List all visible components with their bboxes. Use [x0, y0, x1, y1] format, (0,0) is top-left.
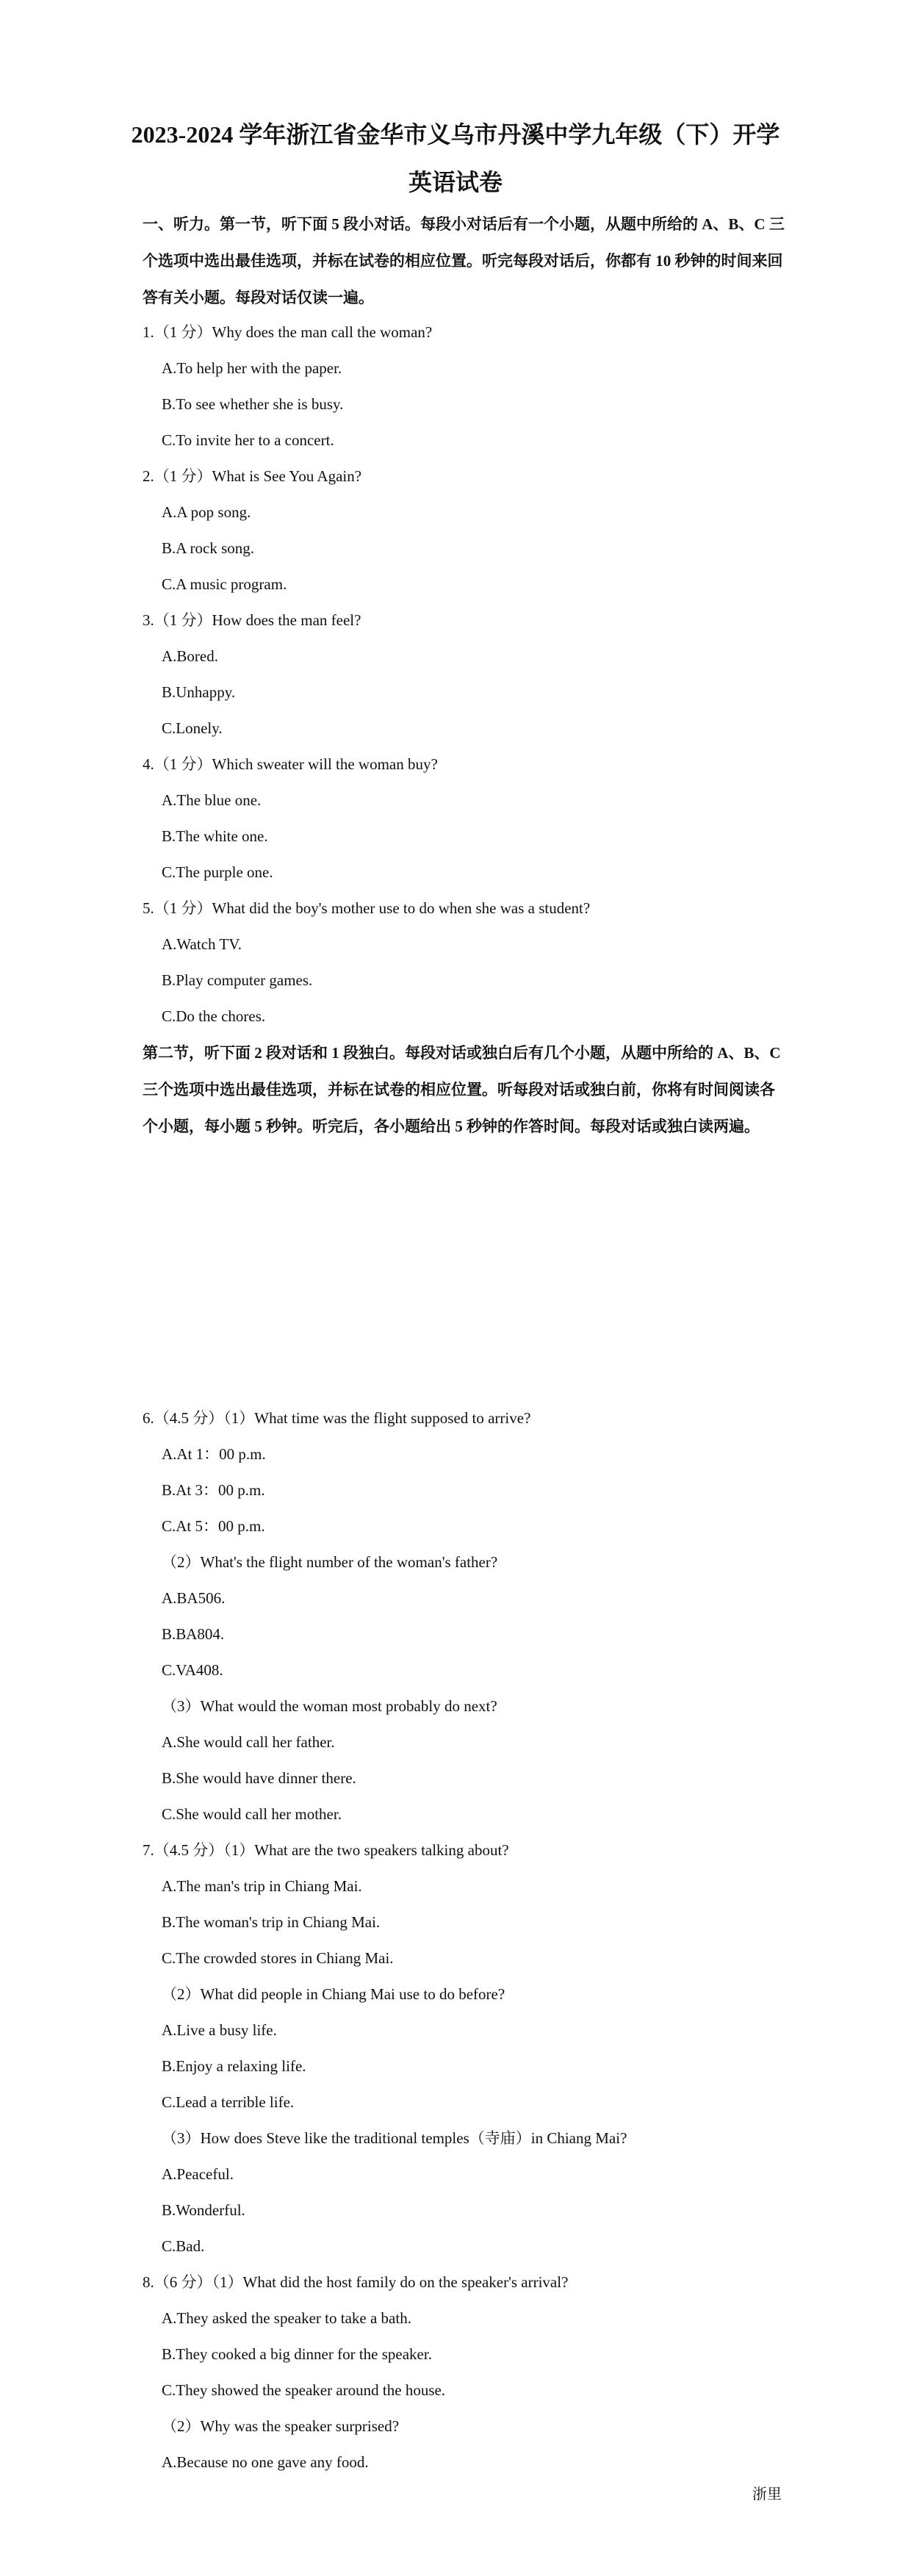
question-stem: 3.（1 分）How does the man feel?: [143, 611, 361, 629]
option-a: A.She would call her father.: [162, 1733, 335, 1751]
sub-question-stem: （2）What did people in Chiang Mai use to do before?: [162, 1985, 505, 2003]
option-b: B.The woman's trip in Chiang Mai.: [162, 1913, 381, 1931]
option-c: C.They showed the speaker around the house.: [162, 2381, 446, 2399]
option-c: C.She would call her mother.: [162, 1805, 342, 1823]
option-c: C.Do the chores.: [162, 1007, 266, 1025]
option-c: C.A music program.: [162, 575, 287, 593]
option-b: B.Play computer games.: [162, 971, 313, 989]
option-b: B.BA804.: [162, 1625, 225, 1643]
option-a: A.The man's trip in Chiang Mai.: [162, 1877, 362, 1895]
option-b: B.Wonderful.: [162, 2201, 245, 2219]
option-a: A.At 1：00 p.m.: [162, 1445, 266, 1463]
question-stem: 4.（1 分）Which sweater will the woman buy?: [143, 755, 438, 773]
page-footer: 浙里: [752, 2486, 782, 2503]
question-stem: 7.（4.5 分）（1）What are the two speakers talking about?: [143, 1841, 509, 1859]
option-c: C.To invite her to a concert.: [162, 431, 334, 449]
option-c: C.The crowded stores in Chiang Mai.: [162, 1949, 394, 1967]
option-c: C.Lead a terrible life.: [162, 2093, 295, 2111]
sub-question-stem: （3）How does Steve like the traditional temples（寺庙）in Chiang Mai?: [162, 2129, 627, 2147]
question-stem: 2.（1 分）What is See You Again?: [143, 467, 362, 485]
option-b: B.Unhappy.: [162, 683, 236, 701]
option-a: A.Because no one gave any food.: [162, 2453, 369, 2471]
option-a: A.The blue one.: [162, 791, 262, 809]
question-stem: 5.（1 分）What did the boy's mother use to do when she was a student?: [143, 899, 591, 917]
option-c: C.Lonely.: [162, 719, 223, 737]
exam-title-line-1: 2023-2024 学年浙江省金华市义乌市丹溪中学九年级（下）开学: [131, 121, 780, 148]
option-a: A.Watch TV.: [162, 935, 242, 953]
option-b: B.At 3：00 p.m.: [162, 1481, 265, 1499]
option-a: A.Bored.: [162, 647, 218, 665]
option-b: B.To see whether she is busy.: [162, 395, 344, 413]
question-stem: 8.（6 分）（1）What did the host family do on the speaker's arrival?: [143, 2273, 569, 2291]
option-c: C.The purple one.: [162, 863, 273, 881]
option-c: C.At 5：00 p.m.: [162, 1517, 265, 1535]
option-a: A.Peaceful.: [162, 2165, 234, 2183]
option-b: B.The white one.: [162, 827, 268, 845]
question-stem: 1.（1 分）Why does the man call the woman?: [143, 323, 433, 341]
option-a: A.BA506.: [162, 1589, 226, 1607]
option-b: B.A rock song.: [162, 539, 254, 557]
option-b: B.They cooked a big dinner for the speaker.: [162, 2345, 432, 2363]
option-b: B.Enjoy a relaxing life.: [162, 2057, 306, 2075]
section-2-instructions: 第二节，听下面 2 段对话和 1 段独白。每段对话或独白后有几个小题，从题中所给的 A、B、C 三个选项中选出最佳选项，并标在试卷的相应位置。听每段对话或独白前，你将有时间阅读各个小题，每小题 5 秒钟。听完后，各小题给出 5 秒钟的作答时间。每段对话或独白读两遍。: [143, 1044, 781, 1135]
sub-question-stem: （2）Why was the speaker surprised?: [162, 2417, 400, 2435]
option-a: A.Live a busy life.: [162, 2021, 277, 2039]
option-a: A.A pop song.: [162, 503, 251, 521]
question-stem: 6.（4.5 分）（1）What time was the flight supposed to arrive?: [143, 1409, 531, 1427]
option-b: B.She would have dinner there.: [162, 1769, 356, 1787]
option-c: C.Bad.: [162, 2237, 205, 2255]
exam-title-line-2: 英语试卷: [408, 169, 503, 195]
sub-question-stem: （3）What would the woman most probably do next?: [162, 1697, 497, 1715]
option-a: A.To help her with the paper.: [162, 359, 342, 377]
sub-question-stem: （2）What's the flight number of the woman's father?: [162, 1553, 498, 1571]
option-c: C.VA408.: [162, 1661, 223, 1679]
option-a: A.They asked the speaker to take a bath.: [162, 2309, 411, 2327]
section-1-instructions: 一、听力。第一节，听下面 5 段小对话。每段小对话后有一个小题，从题中所给的 A、B、C 三个选项中选出最佳选项，并标在试卷的相应位置。听完每段对话后，你都有 10 秒钟的时间来回答有关小题。每段对话仅读一遍。: [143, 215, 785, 306]
